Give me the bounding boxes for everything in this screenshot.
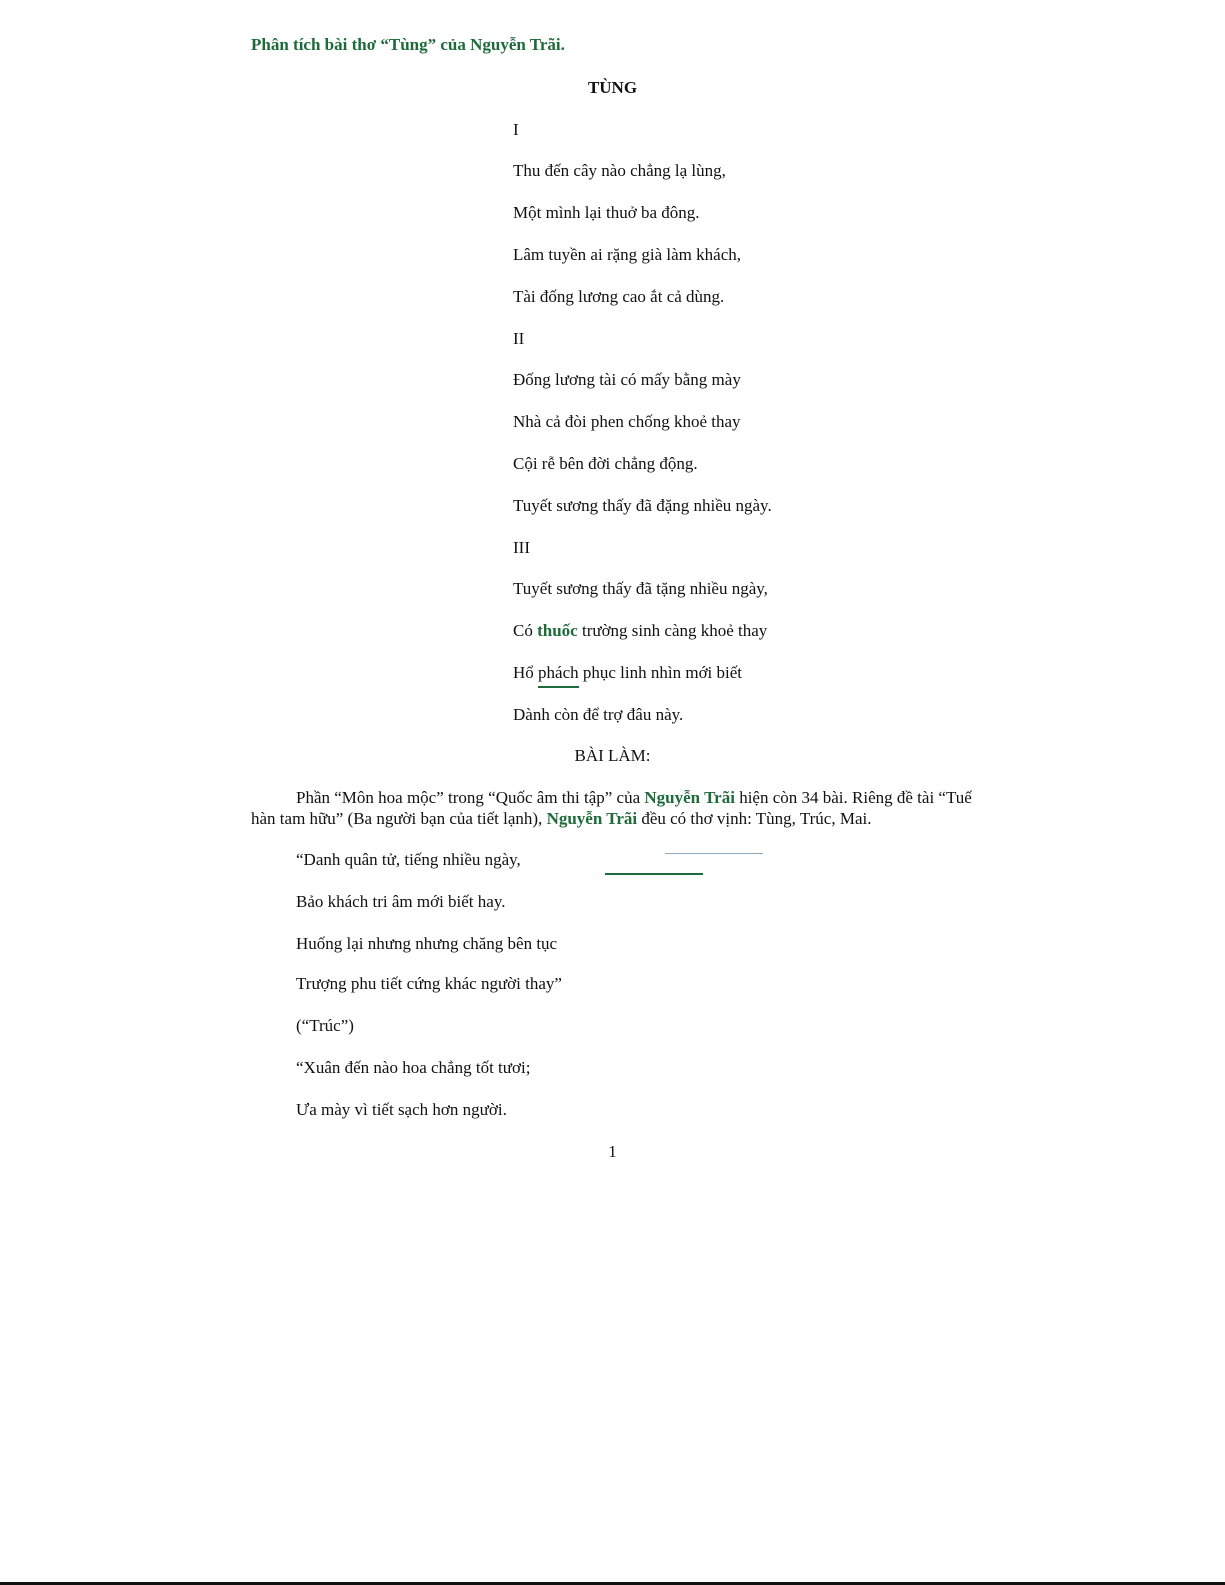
poem-stanza-number: II [513, 329, 525, 348]
poem-line-text: Có [513, 621, 538, 640]
document-title: Phân tích bài thơ “Tùng” của Nguyễn Trãi. [251, 35, 565, 54]
poem-line: Đống lương tài có mấy bằng mày [513, 370, 741, 389]
paragraph-text: Phần “Môn hoa mộc” trong “Quốc âm thi tập” của [296, 788, 645, 807]
quote-source: (“Trúc”) [296, 1016, 354, 1035]
quote-line: Huống lại nhưng nhưng chăng bên tục [296, 934, 558, 953]
poem-line [513, 621, 767, 641]
poem-line: Nhà cả đòi phen chống khoẻ thay [513, 412, 741, 431]
poem-line: Tài đống lương cao ắt cả dùng. [513, 287, 725, 306]
underlined-word: phách [538, 663, 579, 688]
poem-line-text: phục linh nhìn mới biết [578, 663, 743, 682]
decorative-rule [665, 853, 763, 854]
quote-line: “Xuân đến nào hoa chẳng tốt tươi; [296, 1058, 531, 1077]
page-number: 1 [608, 1142, 617, 1161]
poem-line: Lâm tuyền ai rặng già làm khách, [513, 245, 741, 264]
quote-line: Trượng phu tiết cứng khác người thay” [296, 974, 562, 993]
poem-stanza-number: I [513, 120, 519, 139]
quote-line: Ưa mày vì tiết sạch hơn người. [296, 1100, 507, 1119]
poem-line: Một mình lại thuở ba đông. [513, 203, 700, 222]
poem-stanza-number: III [513, 538, 530, 557]
highlighted-word-link[interactable]: thuốc [537, 621, 578, 640]
poem-line: Tuyết sương thấy đã tặng nhiều ngày, [513, 579, 768, 598]
body-paragraph [251, 787, 991, 829]
poem-line: Tuyết sương thấy đã đặng nhiều ngày. [513, 496, 772, 515]
poem-line: Thu đến cây nào chẳng lạ lùng, [513, 161, 726, 180]
paragraph-text: đều có thơ vịnh: Tùng, Trúc, Mai. [637, 809, 872, 828]
decorative-rule [605, 873, 703, 875]
poem-line-text: trường sinh càng khoẻ thay [577, 621, 768, 640]
poem-line-text: Hổ [513, 663, 539, 682]
poem-title: TÙNG [587, 78, 638, 97]
quote-line: “Danh quân tử, tiếng nhiều ngày, [296, 850, 521, 869]
quote-line: Bảo khách tri âm mới biết hay. [296, 892, 506, 911]
section-heading: BÀI LÀM: [574, 746, 651, 765]
author-name-link[interactable]: Nguyễn Trãi [644, 788, 735, 807]
poem-line [513, 663, 742, 683]
poem-line: Dành còn để trợ đâu này. [513, 705, 684, 724]
poem-line: Cội rễ bên đời chẳng động. [513, 454, 698, 473]
paragraph-text: hiện còn 34 bài. Riêng đề tài “Tuế hàn tam hữu” (Ba người bạn của tiết lạnh), [251, 788, 972, 828]
author-name-link[interactable]: Nguyễn Trãi [546, 809, 638, 828]
